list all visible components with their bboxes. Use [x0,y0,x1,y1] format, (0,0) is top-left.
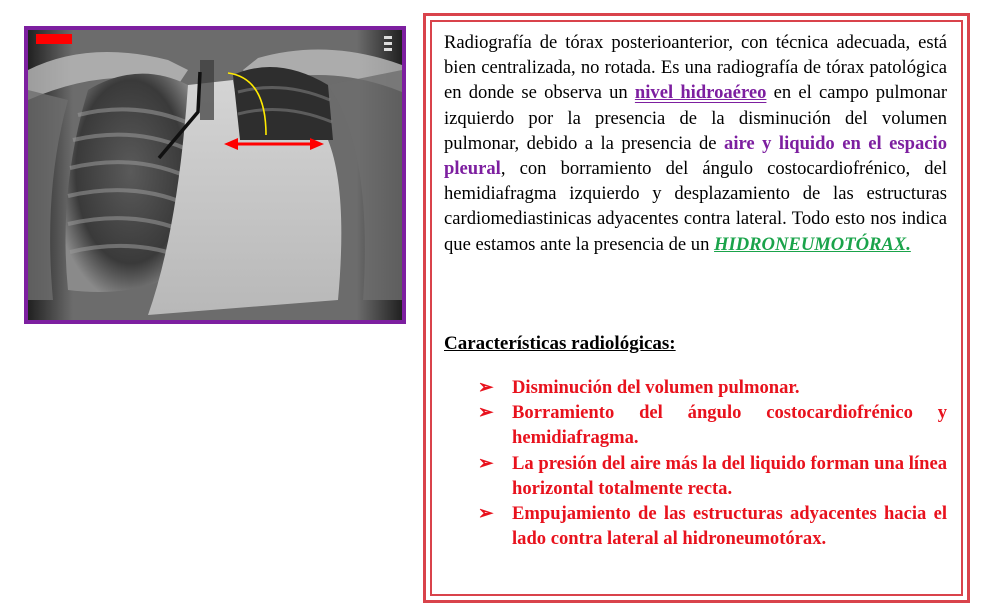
list-item [476,400,947,450]
highlight-hidroneumotorax: HIDRONEUMOTÓRAX. [714,233,911,255]
arrow-bullet-icon: ➢ [478,503,494,525]
description-text-1: Radiografía de tórax posterioanterior, con técnica adecuada, está bien centralizada, no rotada. Es una radiografía de tórax patológica en donde se observa un [444,32,947,104]
highlight-aire-liquido: aire y liquido en el espacio pleural [444,132,947,180]
highlight-nivel-hidroaereo: nivel hidroaéreo [634,82,767,104]
list-item-text: Disminución del volumen pulmonar. [512,377,800,398]
list-item [476,501,947,551]
arrow-bullet-icon: ➢ [478,402,494,424]
list-item-text: La presión del aire más la del liquido forman una línea horizontal totalmente recta. [512,452,947,499]
description-panel [423,13,970,603]
characteristics-heading: Características radiológicas: [444,333,676,354]
chest-xray-image [24,26,406,324]
radiograph-description [444,30,947,257]
list-item [476,451,947,501]
red-marker [36,34,72,44]
xray-svg [28,30,402,320]
characteristics-list [476,375,947,551]
list-item-text: Empujamiento de las estructuras adyacentes hacia el lado contra lateral al hidroneumotórax. [512,503,947,550]
list-item [476,375,947,400]
arrow-bullet-icon: ➢ [478,377,494,398]
description-text-2: en el campo pulmonar izquierdo por la presencia de la disminución del volumen pulmonar, debido a la presencia de [444,82,948,154]
arrow-bullet-icon: ➢ [478,452,494,474]
list-item-text: Borramiento del ángulo costocardiofrénico y hemidiafragma. [512,402,947,449]
description-text-3: , con borramiento del ángulo costocardiofrénico, del hemidiafragma izquierdo y desplazamiento de las estructuras cardiomediastinicas adyacentes contra lateral. Todo esto nos indica que estamos ante la presencia de un [444,158,947,255]
